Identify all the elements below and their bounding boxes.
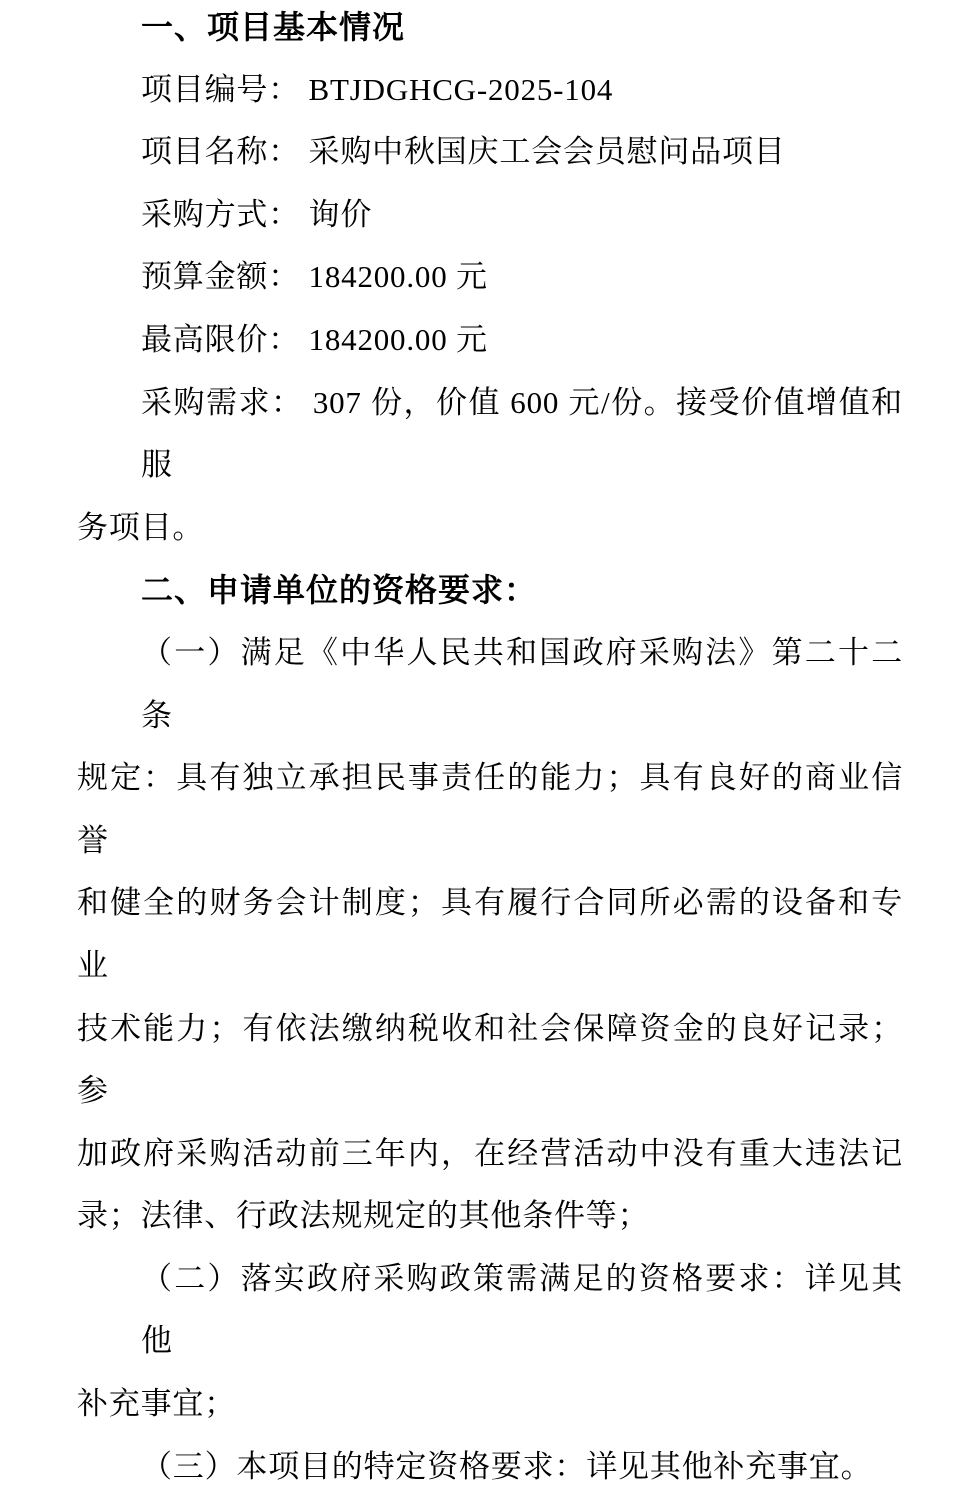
field-project-number: 项目编号： BTJDGHCG-2025-104 <box>141 71 614 107</box>
qualification-1-line-6: 录；法律、行政法规规定的其他条件等； <box>77 1198 650 1234</box>
section-heading-qualifications: 二、申请单位的资格要求： <box>141 572 538 609</box>
qualification-1-line-5: 加政府采购活动前三年内，在经营活动中没有重大违法记 <box>77 1135 903 1171</box>
qualification-1-line-2: 规定：具有独立承担民事责任的能力；具有良好的商业信誉 <box>77 760 903 858</box>
qualification-1-line-4: 技术能力；有依法缴纳税收和社会保障资金的良好记录；参 <box>77 1010 903 1109</box>
field-budget-amount: 预算金额： 184200.00 元 <box>141 259 488 295</box>
qualification-1-line-3: 和健全的财务会计制度；具有履行合同所必需的设备和专业 <box>77 885 903 983</box>
document-body <box>77 0 903 1498</box>
qualification-2-line-1: （二）落实政府采购政策需满足的资格要求：详见其他 <box>141 1260 903 1359</box>
section-heading-basic-info: 一、项目基本情况 <box>141 9 406 45</box>
field-max-price-limit: 最高限价： 184200.00 元 <box>141 321 488 357</box>
field-procurement-demand-line-1: 采购需求： 307 份，价值 600 元/份。接受价值增值和服 <box>141 384 903 483</box>
qualification-1-line-1: （一）满足《中华人民共和国政府采购法》第二十二条 <box>141 634 903 733</box>
field-project-name: 项目名称： 采购中秋国庆工会会员慰问品项目 <box>141 134 786 170</box>
qualification-3-line-1: （三）本项目的特定资格要求：详见其他补充事宜。 <box>141 1448 873 1484</box>
field-procurement-method: 采购方式： 询价 <box>141 196 373 232</box>
field-procurement-demand-line-2: 务项目。 <box>77 509 205 545</box>
qualification-2-line-2: 补充事宜； <box>77 1386 236 1422</box>
